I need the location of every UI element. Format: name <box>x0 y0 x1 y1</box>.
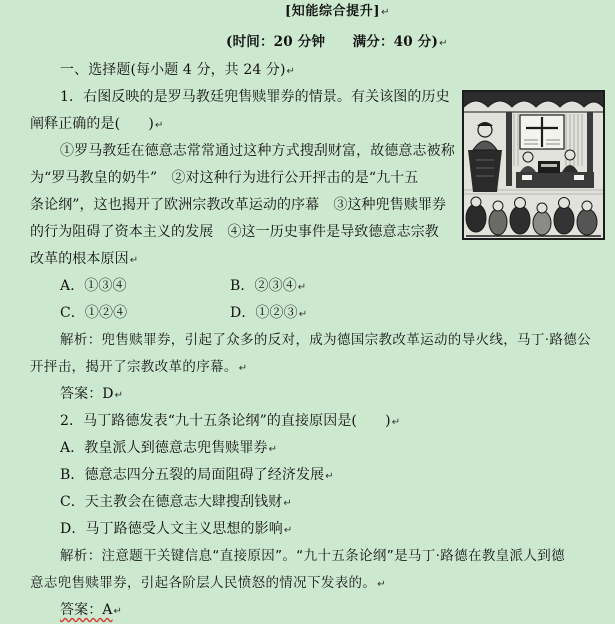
option-c: C．①②④ <box>60 305 128 321</box>
question-1-answer <box>0 381 615 408</box>
paragraph-mark: ↵ <box>298 309 308 320</box>
paragraph-mark: ↵ <box>268 444 277 455</box>
option-d: D．马丁路德受人文主义思想的影响 <box>60 521 283 537</box>
document-title <box>285 0 390 24</box>
question-1-options-row <box>0 273 615 300</box>
question-2-explanation <box>0 543 615 570</box>
option-d: D．①②③ <box>230 305 298 321</box>
paragraph-mark: ↵ <box>439 38 448 49</box>
document-body <box>0 84 615 624</box>
question-1-statements <box>0 192 615 219</box>
explanation-line: 开抨击，揭开了宗教改革的序幕。 <box>30 359 238 375</box>
paragraph-mark: ↵ <box>113 606 122 617</box>
option-a: A．教皇派人到德意志兜售赎罪券 <box>60 440 268 456</box>
paragraph-mark: ↵ <box>129 255 139 266</box>
question-1-stem-line: 1．右图反映的是罗马教廷兜售赎罪券的情景。有关该图的历史 <box>60 89 450 105</box>
time-info <box>226 28 447 56</box>
question-2-option-c <box>0 489 615 516</box>
statement-line: 改革的根本原因 <box>30 251 129 267</box>
question-1-statements <box>0 219 615 246</box>
question-1-options-row <box>0 300 615 327</box>
statement-line: 条论纲”，这也揭开了欧洲宗教改革运动的序幕 ③这种兜售赎罪券 <box>30 197 447 213</box>
statement-line: 的行为阻碍了资本主义的发展 ④这一历史事件是导致德意志宗教 <box>30 224 439 240</box>
question-2-answer <box>0 597 615 624</box>
question-1-statements <box>0 165 615 192</box>
paragraph-mark: ↵ <box>114 390 124 401</box>
paragraph-mark: ↵ <box>325 471 334 482</box>
paragraph-mark: ↵ <box>297 282 307 293</box>
paragraph-mark: ↵ <box>286 66 295 77</box>
option-c: C．天主教会在德意志大肆搜刮钱财 <box>60 494 283 510</box>
question-2-stem-line: 2．马丁路德发表“九十五条论纲”的直接原因是( ) <box>60 413 391 429</box>
statement-line: ①罗马教廷在德意志常常通过这种方式搜刮财富，故德意志被称 <box>60 143 455 159</box>
question-2-option-d <box>0 516 615 543</box>
paragraph-mark: ↵ <box>283 498 292 509</box>
question-1-statements <box>0 138 615 165</box>
question-1-explanation <box>0 354 615 381</box>
answer-text: 答案：D <box>60 386 114 402</box>
paragraph-mark: ↵ <box>154 120 164 131</box>
option-a: A．①③④ <box>60 278 127 294</box>
statement-line: 为“罗马教皇的奶牛” ②对这种行为进行公开抨击的是“九十五 <box>30 170 419 186</box>
question-1-stem-line: 阐释正确的是( ) <box>30 116 154 132</box>
question-1-explanation <box>0 327 615 354</box>
option-b: B．德意志四分五裂的局面阻碍了经济发展 <box>60 467 325 483</box>
explanation-line: 解析：注意题干关键信息“直接原因”。“九十五条论纲”是马丁·路德在教皇派人到德 <box>60 548 565 564</box>
paragraph-mark: ↵ <box>377 579 386 590</box>
paragraph-mark: ↵ <box>238 363 248 374</box>
section-heading <box>60 56 295 84</box>
explanation-line: 解析：兜售赎罪券，引起了众多的反对，成为德国宗教改革运动的导火线，马丁·路德公 <box>60 332 591 348</box>
section-heading-text: 一、选择题(每小题 4 分，共 24 分) <box>60 62 286 78</box>
question-1-stem <box>0 111 615 138</box>
option-b: B．②③④ <box>230 278 297 294</box>
question-2-option-a <box>0 435 615 462</box>
paragraph-mark: ↵ <box>391 417 401 428</box>
title-text: [知能综合提升] <box>285 4 381 19</box>
paragraph-mark: ↵ <box>283 525 293 536</box>
explanation-line: 意志兜售赎罪券，引起各阶层人民愤怒的情况下发表的。 <box>30 575 377 591</box>
question-2-stem <box>0 408 615 435</box>
paragraph-mark: ↵ <box>381 7 390 18</box>
question-1-statements <box>0 246 615 273</box>
question-1-stem <box>0 84 615 111</box>
question-2-explanation <box>0 570 615 597</box>
time-info-text: (时间：20 分钟 满分：40 分) <box>226 34 439 50</box>
answer-text: 答案：A <box>60 602 113 618</box>
question-2-option-b <box>0 462 615 489</box>
